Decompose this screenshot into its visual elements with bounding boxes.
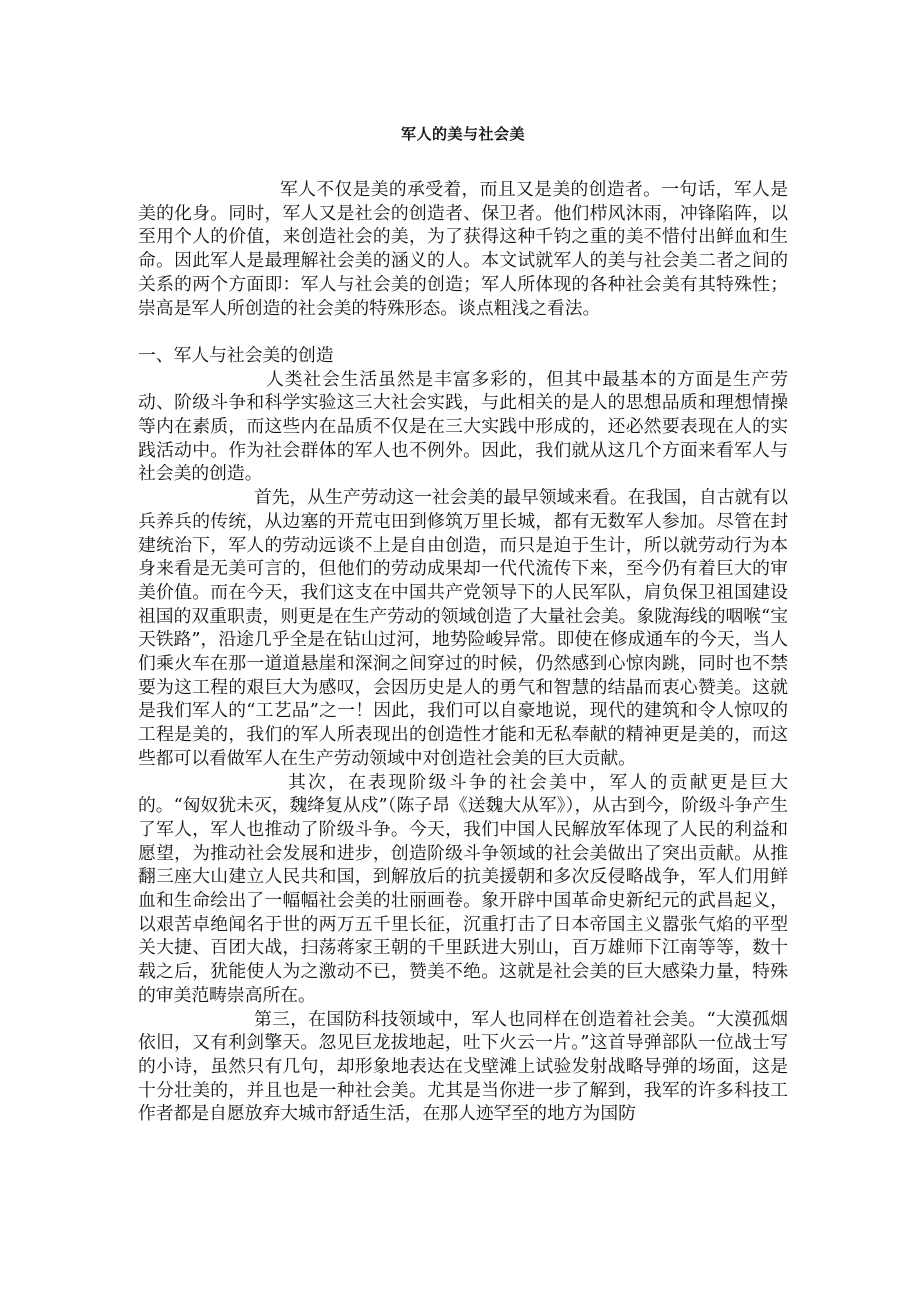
intro-paragraph: 军人不仅是美的承受着，而且又是美的创造者。一句话，军人是美的化身。同时，军人又是社会的创造者、保卫者。他们栉风沐雨，冲锋陷阵，以至用个人的价值，来创造社会的美，为了获得这种千钧之重的美不惜付出鲜血和生命。因此军人是最理解社会美的涵义的人。本文试就军人的美与社会美二者之间的关系的两个方面即：军人与社会美的创造；军人所体现的各种社会美有其特殊性；崇高是军人所创造的社会美的特殊形态。谈点粗浅之看法。	[138, 179, 788, 319]
section-heading: 一、军人与社会美的创造	[138, 344, 334, 366]
document-title: 军人的美与社会美	[400, 125, 525, 143]
paragraph-1: 人类社会生活虽然是丰富多彩的，但其中最基本的方面是生产劳动、阶级斗争和科学实验这三大社会实践，与此相关的是人的思想品质和理想情操等内在素质，而这些内在品质不仅是在三大实践中形成的，还必然要表现在人的实践活动中。作为社会群体的军人也不例外。因此，我们就从这几个方面来看军人与社会美的创造。	[138, 368, 788, 485]
paragraph-2: 首先，从生产劳动这一社会美的最早领域来看。在我国，自古就有以兵养兵的传统，从边塞的开荒屯田到修筑万里长城，都有无数军人参加。尽管在封建统治下，军人的劳动远谈不上是自由创造，而只是迫于生计，所以就劳动行为本身来看是无美可言的，但他们的劳动成果却一代代流传下来，至今仍有着巨大的审美价值。而在今天，我们这支在中国共产党领导下的人民军队，肩负保卫祖国建设祖国的双重职责，则更是在生产劳动的领域创造了大量社会美。象陇海线的咽喉“宝天铁路”，沿途几乎全是在钻山过河，地势险峻异常。即使在修成通车的今天，当人们乘火车在那一道道悬崖和深涧之间穿过的时候，仍然感到心惊肉跳，同时也不禁要为这工程的艰巨大为感叹，会因历史是人的勇气和智慧的结晶而衷心赞美。这就是我们军人的“工艺品”之一！因此，我们可以自豪地说，现代的建筑和令人惊叹的工程是美的，我们的军人所表现出的创造性才能和无私奉献的精神更是美的，而这些都可以看做军人在生产劳动领域中对创造社会美的巨大贡献。	[138, 487, 788, 769]
document-body	[138, 178, 788, 1126]
paragraph-3: 其次，在表现阶级斗争的社会美中，军人的贡献更是巨大的。“匈奴犹未灭，魏绛复从戍”（陈子昂《送魏大从军》），从古到今，阶级斗争产生了军人，军人也推动了阶级斗争。今天，我们中国人民解放军体现了人民的利益和愿望，为推动社会发展和进步，创造阶级斗争领域的社会美做出了突出贡献。从推翻三座大山建立人民共和国，到解放后的抗美援朝和多次反侵略战争，军人们用鲜血和生命绘出了一幅幅社会美的壮丽画卷。象开辟中国革命史新纪元的武昌起义，以艰苦卓绝闻名于世的两万五千里长征，沉重打击了日本帝国主义嚣张气焰的平型关大捷、百团大战，扫荡蒋家王朝的千里跃进大别山，百万雄师下江南等等，数十载之后，犹能使人为之激动不已，赞美不绝。这就是社会美的巨大感染力量，特殊的审美范畴崇高所在。	[138, 771, 788, 1006]
blank-line	[138, 320, 788, 344]
paragraph-4: 第三，在国防科技领域中，军人也同样在创造着社会美。“大漠孤烟依旧，又有利剑擎天。忽见巨龙拔地起，吐下火云一片。”这首导弹部队一位战士写的小诗，虽然只有几句，却形象地表达在戈壁滩上试验发射战略导弹的场面，这是十分壮美的，并且也是一种社会美。尤其是当你进一步了解到，我军的许多科技工作者都是自愿放弃大城市舒适生活，在那人迹罕至的地方为国防	[138, 1008, 788, 1125]
